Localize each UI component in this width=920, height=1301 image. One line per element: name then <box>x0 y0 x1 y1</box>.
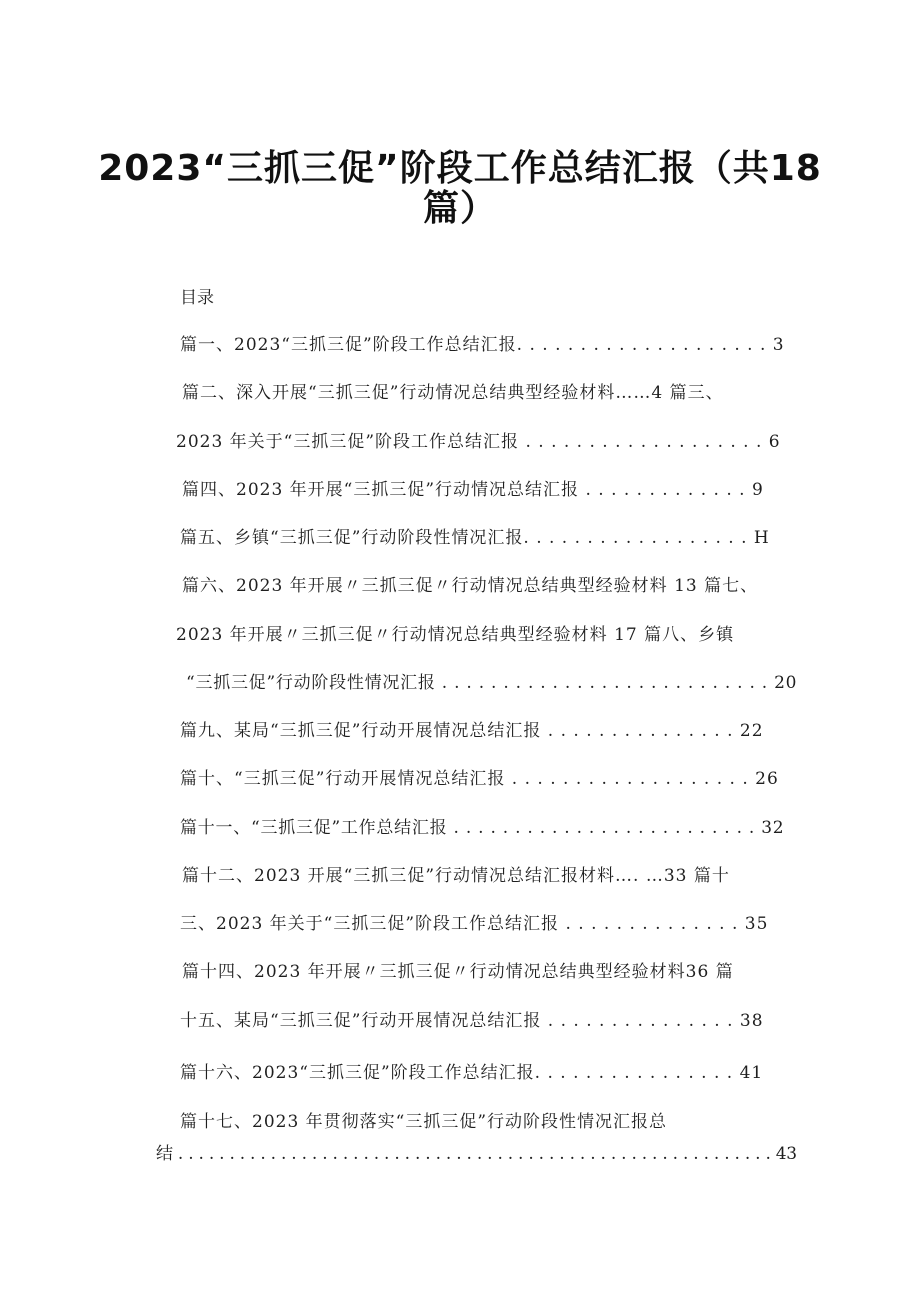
toc-entry: 三、2023 年关于“三抓三促”阶段工作总结汇报 . . . . . . . . . . . . . . 35 <box>180 914 769 934</box>
toc-entry: “三抓三促”行动阶段性情况汇报 . . . . . . . . . . . . . . . . . . . . . . . . . . . 20 <box>186 673 798 693</box>
toc-entry: 篇十七、2023 年贯彻落实“三抓三促”行动阶段性情况汇报总 <box>180 1112 668 1132</box>
toc-entry: 2023 年关于“三抓三促”阶段工作总结汇报 . . . . . . . . . . . . . . . . . . . 6 <box>176 432 781 452</box>
toc-entry: 十五、某局“三抓三促”行动开展情况总结汇报 . . . . . . . . . . . . . . . 38 <box>180 1011 764 1031</box>
toc-entry: 篇六、2023 年开展〃三抓三促〃行动情况总结典型经验材料 13 篇七、 <box>182 576 759 596</box>
toc-entry: 篇一、2023“三抓三促”阶段工作总结汇报. . . . . . . . . . . . . . . . . . . . 3 <box>180 335 785 355</box>
toc-entry: 篇十、“三抓三促”行动开展情况总结汇报 . . . . . . . . . . . . . . . . . . . 26 <box>180 769 779 789</box>
toc-entry: 篇十一、“三抓三促”工作总结汇报 . . . . . . . . . . . . . . . . . . . . . . . . . 32 <box>180 818 785 838</box>
document-title-line-2: 篇） <box>422 188 497 229</box>
toc-entry: 2023 年开展〃三抓三促〃行动情况总结典型经验材料 17 篇八、乡镇 <box>176 625 735 645</box>
toc-entry: 篇十四、2023 年开展〃三抓三促〃行动情况总结典型经验材料36 篇 <box>182 962 734 982</box>
toc-heading: 目录 <box>180 288 214 308</box>
toc-entry: 篇十六、2023“三抓三促”阶段工作总结汇报. . . . . . . . . . . . . . . . 41 <box>180 1063 764 1083</box>
toc-entry: 篇九、某局“三抓三促”行动开展情况总结汇报 . . . . . . . . . . . . . . . 22 <box>180 721 764 741</box>
document-title-line-1: 2023“三抓三促”阶段工作总结汇报（共18 <box>98 148 822 189</box>
toc-entry: 结 . . . . . . . . . . . . . . . . . . . . . . . . . . . . . . . . . . . . . . . . . . . . . . . . . . . . . . . . . . 43 <box>156 1144 797 1164</box>
toc-entry: 篇十二、2023 开展“三抓三促”行动情况总结汇报材料…. …33 篇十 <box>182 866 730 886</box>
toc-entry: 篇四、2023 年开展“三抓三促”行动情况总结汇报 . . . . . . . . . . . . . 9 <box>182 480 764 500</box>
toc-entry: 篇二、深入开展“三抓三促”行动情况总结典型经验材料……4 篇三、 <box>182 383 724 403</box>
toc-entry: 篇五、乡镇“三抓三促”行动阶段性情况汇报. . . . . . . . . . . . . . . . . . H <box>180 528 770 548</box>
